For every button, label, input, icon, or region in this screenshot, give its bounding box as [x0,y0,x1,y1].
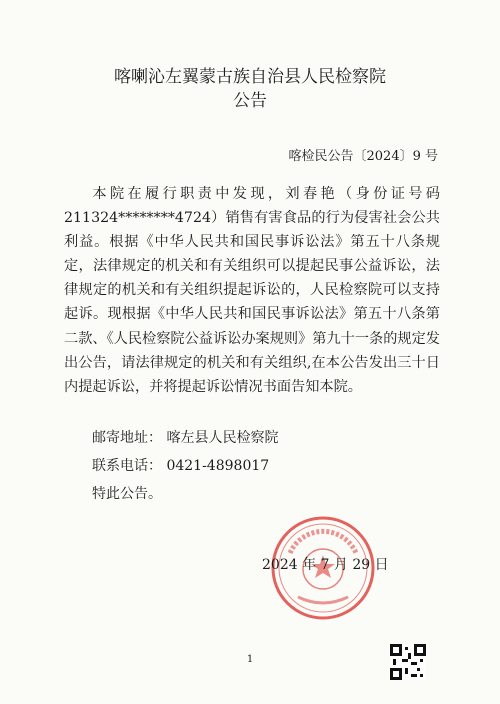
qr-code-icon [390,644,426,680]
closing-line: 特此公告。 [92,486,162,502]
document-number: 喀检民公告〔2024〕9 号 [288,149,438,164]
issue-date: 2024 年 7 月 29 日 [262,557,389,573]
page-number: 1 [246,654,254,665]
announcement-body [64,182,440,399]
main-paragraph: 本院在履行职责中发现，刘春艳（身份证号码211324********4724）销售有害食品的行为侵害社会公共利益。根据《中华人民共和国民事诉讼法》第五十八条规定，法律规定的机关和有关组织可以提起民事公益诉讼，法律规定的机关和有关组织提起诉讼的，人民检察院可以支持起诉。现根据《中华人民共和国民事诉讼法》第五十八条第二款、《人民检察院公益诉讼办案规则》第九十一条的规定发出公告，请法律规定的机关和有关组织,在本公告发出三十日内提起诉讼，并将提起诉讼情况书面告知本院。 [64,186,440,395]
document-type-title: 公告 [233,91,267,111]
mailing-address: 邮寄地址： 喀左县人民检察院 [92,430,279,446]
contact-phone: 联系电话： 0421-4898017 [92,458,270,474]
issuing-organization: 喀喇沁左翼蒙古族自治县人民检察院 [114,67,386,87]
